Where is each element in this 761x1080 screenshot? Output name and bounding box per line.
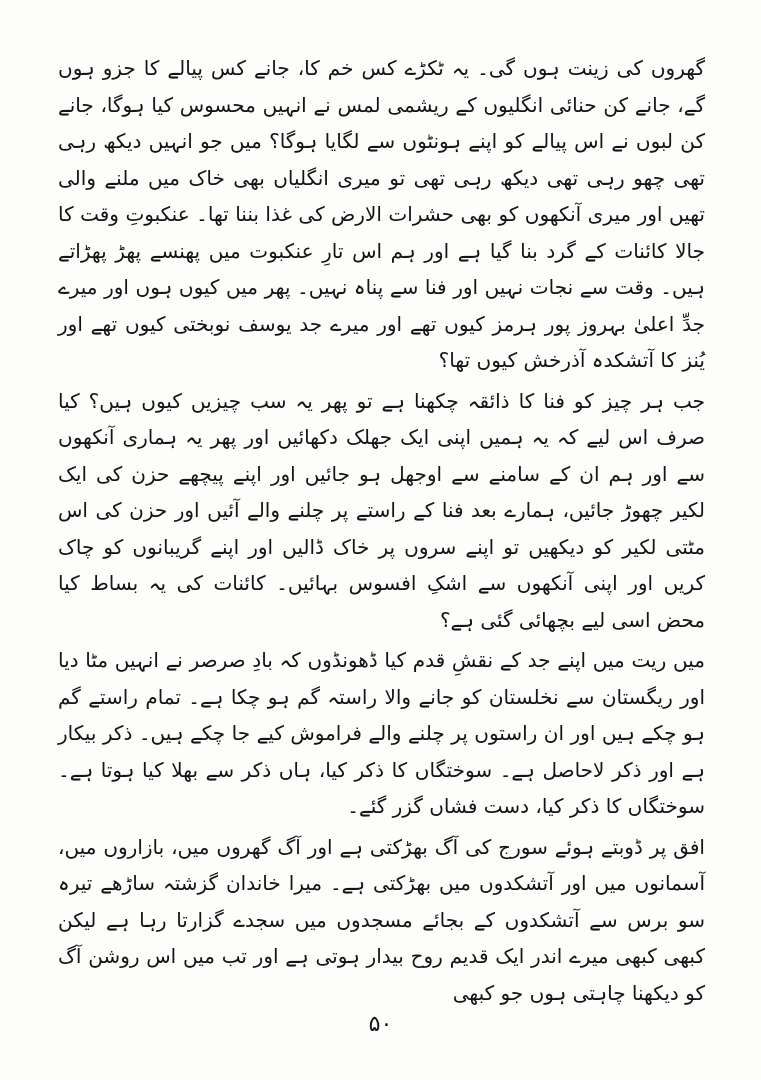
paragraph-2: جب ہر چیز کو فنا کا ذائقہ چکھنا ہے تو پھر یہ سب چیزیں کیوں ہیں؟ کیا صرف اس لیے کہ یہ ہمیں اپنی ایک جھلک دکھائیں اور پھر یہ ہماری آنکھوں سے اور ہم ان کے سامنے سے اوجھل ہو جائیں اور اپنے پیچھے حزن کی ایک لکیر چھوڑ جائیں، ہمارے بعد فنا کے راستے پر چلنے والے آئیں اور حزن کی اس مٹتی لکیر کو دیکھیں تو اپنے سروں پر خاک ڈالیں اور اپنے گریبانوں کو چاک کریں اور اپنی آنکھوں سے اشکِ افسوس بہائیں۔ کائنات کی یہ بساط کیا محض اسی لیے بچھائی گئی ہے؟ xyxy=(58,388,705,632)
paragraph-4: افق پر ڈوبتے ہوئے سورج کی آگ بھڑکتی ہے اور آگ گھروں میں، بازاروں میں، آسمانوں میں اور آتشکدوں میں بھڑکتی ہے۔ میرا خاندان گزشتہ ساڑھے تیرہ سو برس سے آتشکدوں کے بجائے مسجدوں میں سجدے گزارتا رہا ہے لیکن کبھی کبھی میرے اندر ایک قدیم روح بیدار ہوتی ہے اور تب میں اس روشن آگ کو دیکھنا چاہتی ہوں جو کبھی xyxy=(58,834,705,1005)
paragraph-3: میں ریت میں اپنے جد کے نقشِ قدم کیا ڈھونڈوں کہ بادِ صرصر نے انہیں مٹا دیا اور ریگستان سے نخلستان کو جانے والا راستہ گم ہو چکا ہے۔ تمام راستے گم ہو چکے ہیں اور ان راستوں پر چلنے والے فراموش کیے جا چکے ہیں۔ ذکر بیکار ہے اور ذکر لاحاصل ہے۔ سوختگاں کا ذکر کیا، ہاں ذکر سے بھلا کیا ہوتا ہے۔ سوختگاں کا ذکر کیا، دست فشاں گزر گئے۔ xyxy=(58,648,705,818)
body-text xyxy=(58,50,705,1011)
page-number: ۵۰ xyxy=(368,1012,393,1037)
paragraph-1: گھروں کی زینت ہوں گی۔ یہ ٹکڑے کس خم کا، جانے کس پیالے کا جزو ہوں گے، جانے کن حنائی انگلیوں کے ریشمی لمس نے انہیں محسوس کیا ہوگا، جانے کن لبوں نے اس پیالے کو اپنے ہونٹوں سے لگایا ہوگا؟ میں جو انہیں دیکھ رہی تھی چھو رہی تھی دیکھ رہی تھی تو میری انگلیاں بھی خاک میں ملنے والی تھیں اور میری آنکھوں کو بھی حشرات الارض کی غذا بننا تھا۔ عنکبوتِ وقت کا جالا کائنات کے گرد بنا گیا ہے اور ہم اس تارِ عنکبوت میں پھنسے پھڑ پھڑاتے ہیں۔ وقت سے نجات نہیں اور فنا سے پناہ نہیں۔ پھر میں کیوں ہوں اور میرے جدِّ اعلیٰ بہروز پور ہرمز کیوں تھے اور میرے جد یوسف نوبختی کیوں تھے اور یُنز کا آتشکدہ آذرخش کیوں تھا؟ xyxy=(58,56,705,372)
